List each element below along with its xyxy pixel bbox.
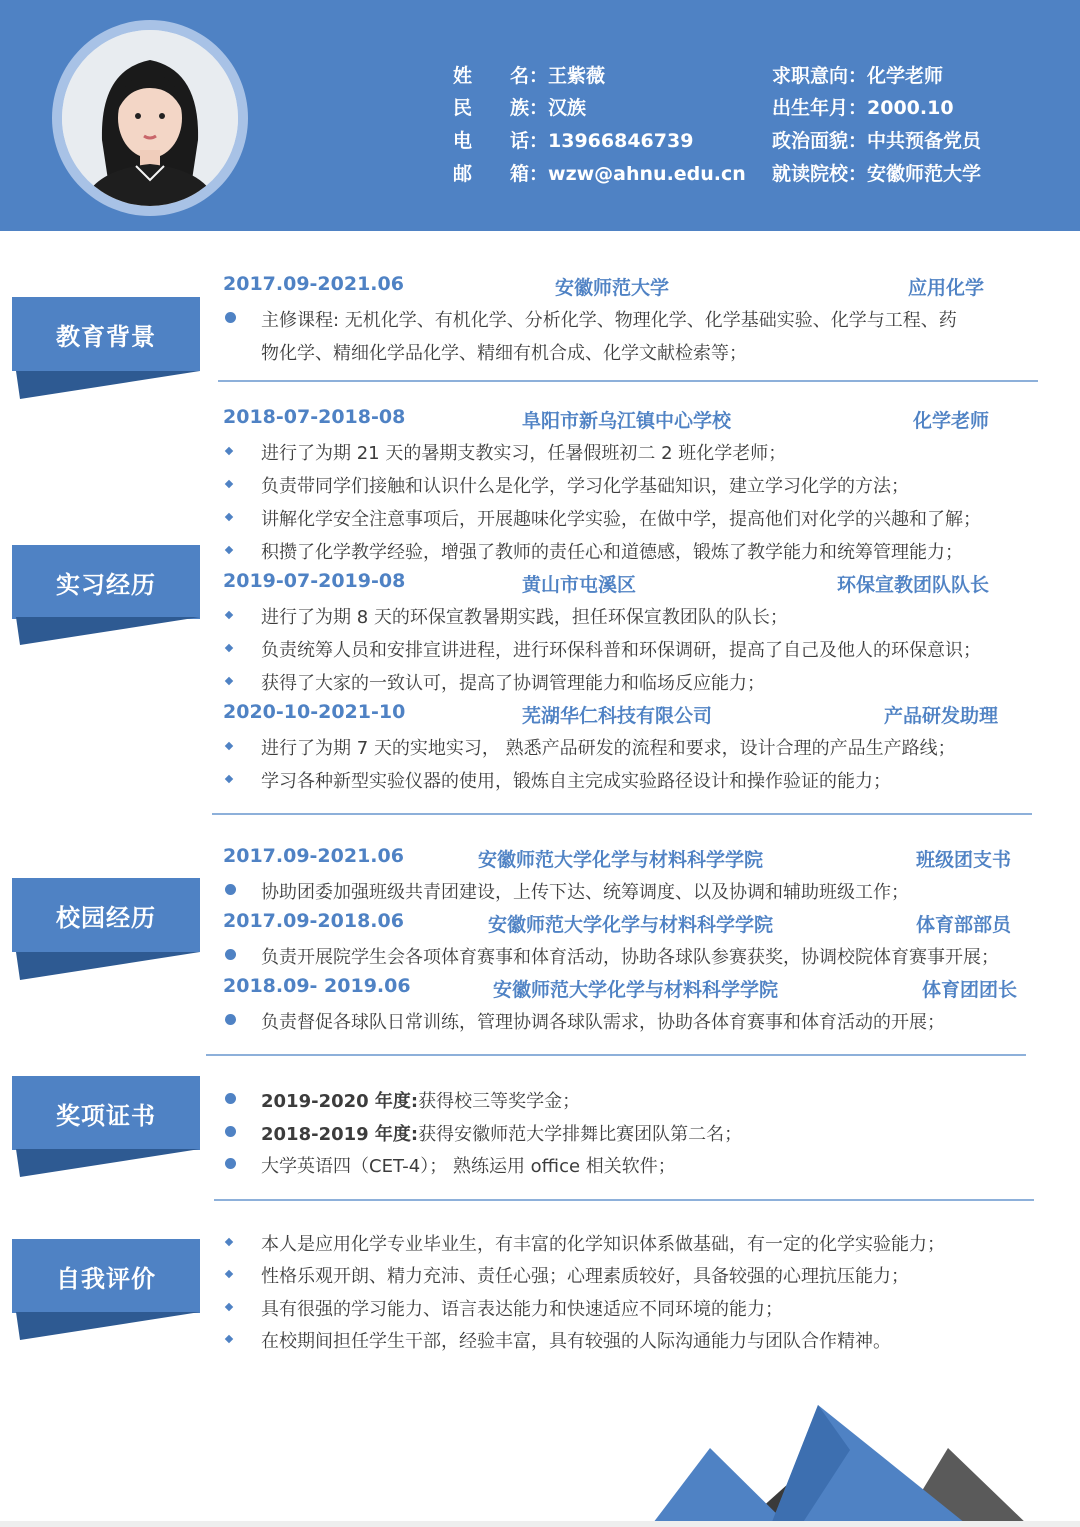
intern3-date: 2020-10-2021-10 (223, 701, 406, 723)
politics-label: 政治面貌： (772, 130, 868, 152)
intern1-item2: 负责带同学们接触和认识什么是化学，学习化学基础知识，建立学习化学的方法； (261, 476, 909, 497)
bullet-dot (225, 312, 236, 323)
award-year-2: 2018-2019 年度: (261, 1124, 419, 1145)
award-item-3 (261, 1152, 676, 1178)
campus3-org: 安徽师范大学化学与材料科学学院 (493, 979, 779, 1001)
divider (212, 813, 1032, 815)
birth-label: 出生年月： (772, 97, 868, 119)
politics-row (772, 131, 981, 151)
bullet-dot (225, 1126, 236, 1137)
awards-tag-ribbon (12, 1149, 200, 1179)
award-item-1 (261, 1087, 580, 1113)
phone-label: 电 话： (453, 130, 549, 152)
bullet-diamond (225, 775, 233, 783)
bullet-diamond (225, 513, 233, 521)
section-title-campus: 校园经历 (12, 878, 200, 952)
intern3-item2: 学习各种新型实验仪器的使用，锻炼自主完成实验路径设计和操作验证的能力； (261, 771, 891, 792)
education-school: 安徽师范大学 (555, 277, 670, 299)
bullet-diamond (225, 447, 233, 455)
self-item-1: 本人是应用化学专业毕业生，有丰富的化学知识体系做基础，有一定的化学实验能力； (261, 1234, 945, 1255)
bullet-diamond (225, 1335, 233, 1343)
bullet-dot (225, 1093, 236, 1104)
campus1-role: 班级团支书 (916, 849, 1012, 871)
intern3-org: 芜湖华仁科技有限公司 (522, 705, 713, 727)
campus2-date: 2017.09-2018.06 (223, 910, 404, 932)
intern2-org: 黄山市屯溪区 (522, 574, 637, 596)
name-value: 王紫薇 (548, 65, 606, 87)
campus3-item: 负责督促各球队日常训练，管理协调各球队需求，协助各体育赛事和体育活动的开展； (261, 1012, 945, 1033)
section-title-education: 教育背景 (12, 297, 200, 371)
campus1-item: 协助团委加强班级共青团建设，上传下达、统筹调度、以及协调和辅助班级工作； (261, 882, 909, 903)
award-text-1: 获得校三等奖学金； (418, 1091, 581, 1112)
divider (214, 1199, 1034, 1201)
intern1-date: 2018-07-2018-08 (223, 406, 406, 428)
bullet-diamond (225, 1270, 233, 1278)
bottom-bar (0, 1521, 1080, 1527)
intern2-item1: 进行了为期 8 天的环保宣教暑期实践，担任环保宣教团队的队长； (261, 607, 788, 628)
school-row (772, 164, 981, 184)
award-text-3: 大学英语四（CET-4）； 熟练运用 office 相关软件； (261, 1156, 676, 1177)
self-tag-ribbon (12, 1312, 200, 1342)
award-item-2 (261, 1120, 742, 1146)
self-item-2: 性格乐观开朗、精力充沛、责任心强；心理素质较好，具备较强的心理抗压能力； (261, 1266, 909, 1287)
award-text-2: 获得安徽师范大学排舞比赛团队第二名； (418, 1124, 743, 1145)
award-year-1: 2019-2020 年度: (261, 1091, 419, 1112)
header-banner (0, 0, 1080, 231)
intern2-date: 2019-07-2019-08 (223, 570, 406, 592)
campus3-date: 2018.09- 2019.06 (223, 975, 411, 997)
education-date: 2017.09-2021.06 (223, 273, 404, 295)
bullet-dot (225, 1158, 236, 1169)
intent-value: 化学老师 (867, 65, 944, 87)
campus1-date: 2017.09-2021.06 (223, 845, 404, 867)
portrait-photo (62, 30, 238, 206)
school-value: 安徽师范大学 (867, 163, 982, 185)
politics-value: 中共预备党员 (867, 130, 982, 152)
intern2-item2: 负责统筹人员和安排宣讲进程，进行环保科普和环保调研，提高了自己及他人的环保意识； (261, 640, 981, 661)
education-major: 应用化学 (908, 277, 985, 299)
intern1-role: 化学老师 (913, 410, 990, 432)
internship-tag-ribbon (12, 617, 200, 647)
bullet-diamond (225, 611, 233, 619)
self-item-4: 在校期间担任学生干部，经验丰富，具有较强的人际沟通能力与团队合作精神。 (261, 1331, 891, 1352)
intern1-item4: 积攒了化学教学经验，增强了教师的责任心和道德感，锻炼了教学能力和统筹管理能力； (261, 542, 963, 563)
intern1-item1: 进行了为期 21 天的暑期支教实习，任暑假班初二 2 班化学老师； (261, 443, 787, 464)
school-label: 就读院校： (772, 163, 868, 185)
campus-tag-ribbon (12, 952, 200, 982)
intent-label: 求职意向： (772, 65, 868, 87)
intern3-role: 产品研发助理 (884, 705, 999, 727)
divider (206, 1054, 1026, 1056)
bullet-diamond (225, 480, 233, 488)
self-item-3: 具有很强的学习能力、语言表达能力和快速适应不同环境的能力； (261, 1299, 783, 1320)
bullet-diamond (225, 677, 233, 685)
section-title-self: 自我评价 (12, 1239, 200, 1313)
name-row (453, 66, 605, 86)
bullet-diamond (225, 546, 233, 554)
divider (218, 380, 1038, 382)
name-label: 姓 名： (453, 65, 549, 87)
birth-row (772, 98, 954, 118)
section-title-awards: 奖项证书 (12, 1076, 200, 1150)
bullet-diamond (225, 644, 233, 652)
email-label: 邮 箱： (453, 163, 549, 185)
intern1-item3: 讲解化学安全注意事项后，开展趣味化学实验，在做中学，提高他们对化学的兴趣和了解； (261, 509, 981, 530)
campus2-role: 体育部部员 (916, 914, 1012, 936)
section-title-internship: 实习经历 (12, 545, 200, 619)
campus2-org: 安徽师范大学化学与材料科学学院 (488, 914, 774, 936)
bullet-diamond (225, 742, 233, 750)
intern1-org: 阜阳市新乌江镇中心学校 (522, 410, 732, 432)
phone-value: 13966846739 (548, 130, 694, 152)
avatar (62, 30, 238, 206)
birth-value: 2000.10 (867, 97, 954, 119)
education-courses-line1: 主修课程: 无机化学、有机化学、分析化学、物理化学、化学基础实验、化学与工程、药 (261, 310, 957, 331)
campus2-item: 负责开展院学生会各项体育赛事和体育活动，协助各球队参赛获奖，协调校院体育赛事开展； (261, 947, 999, 968)
ethnic-label: 民 族： (453, 97, 549, 119)
mountains-decoration (650, 1400, 1030, 1527)
education-tag-ribbon (12, 371, 200, 401)
campus3-role: 体育团团长 (922, 979, 1018, 1001)
bullet-diamond (225, 1303, 233, 1311)
bullet-dot (225, 949, 236, 960)
bullet-dot (225, 884, 236, 895)
ethnic-row (453, 98, 586, 118)
bullet-diamond (225, 1238, 233, 1246)
intent-row (772, 66, 943, 86)
ethnic-value: 汉族 (548, 97, 587, 119)
email-value: wzw@ahnu.edu.cn (548, 163, 746, 185)
bullet-dot (225, 1014, 236, 1025)
education-courses-line2: 物化学、精细化学品化学、精细有机合成、化学文献检索等； (261, 343, 747, 364)
intern3-item1: 进行了为期 7 天的实地实习， 熟悉产品研发的流程和要求，设计合理的产品生产路线； (261, 738, 956, 759)
campus1-org: 安徽师范大学化学与材料科学学院 (478, 849, 764, 871)
phone-row (453, 131, 693, 151)
intern2-role: 环保宣教团队队长 (837, 574, 990, 596)
intern2-item3: 获得了大家的一致认可，提高了协调管理能力和临场反应能力； (261, 673, 765, 694)
email-row (453, 164, 746, 184)
